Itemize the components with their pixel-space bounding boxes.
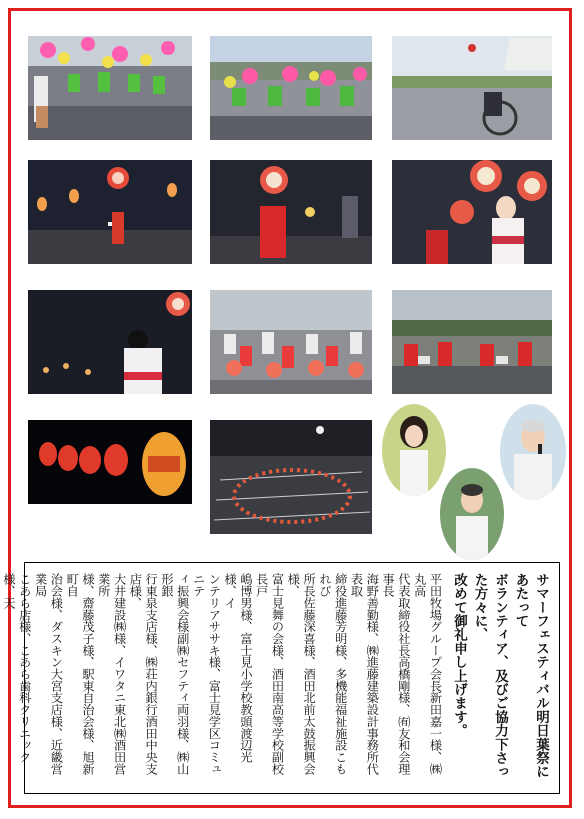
portrait-woman-mic xyxy=(382,404,446,496)
sponsor-line: 富士見舞の会様、酒田南高等学校副校長戸 xyxy=(254,573,285,775)
photo-children-group-fans xyxy=(210,290,372,394)
photo-red-lanterns-closeup xyxy=(28,420,192,504)
sponsor-line: 締役進藤芳明様、多機能福祉施設こもれび xyxy=(317,573,348,775)
sponsor-line: ンテリアササキ様、富士見学区コミュニテ xyxy=(191,573,222,775)
photo-seated-audience-pom-poms xyxy=(210,36,372,140)
photo-white-yukata-back xyxy=(28,290,192,394)
sponsor-line: 所長佐藤深喜様、酒田北前太鼓振興会様、 xyxy=(286,573,317,775)
photo-wheelchair-dancers-pom-poms xyxy=(28,36,192,140)
sponsor-line: 大井建設㈱様、イワタニ東北㈱酒田営業所 xyxy=(96,573,127,775)
thanks-message-box xyxy=(1,562,560,794)
sponsor-line: こあら店様、こあら歯科クリニック様、天 xyxy=(1,573,32,763)
photo-night-lanterns-dancer xyxy=(28,160,192,264)
message-heading xyxy=(449,573,552,785)
heading-line-1: サマーフェスティバル明日葉祭にあたって xyxy=(512,573,549,779)
sponsor-line: ィ振興会様副㈱セフティ両羽様、㈱山形銀 xyxy=(159,573,190,775)
photo-yukata-fan-woman xyxy=(392,160,552,264)
sponsor-line: 海野善勤様、㈱進藤建築設計事務所代表取 xyxy=(349,573,380,775)
heading-line-3: 改めて御礼申し上げます。 xyxy=(451,573,467,738)
photo-red-costume-drum-line xyxy=(392,290,552,394)
thanks-message-text xyxy=(0,573,551,785)
sponsor-list xyxy=(0,573,449,785)
photo-red-kimono-fan-dancer xyxy=(210,160,372,264)
photo-bon-odori-circle-aerial xyxy=(210,420,372,534)
sponsor-line: 代表取締役社長高橋剛様、㈲友和会理事長 xyxy=(381,573,411,775)
portrait-man-mic-right xyxy=(500,404,566,500)
portrait-man-mic-center xyxy=(440,468,504,560)
sponsor-line: 嶋博男様、富士見小学校教頭渡辺光様、イ xyxy=(223,573,253,763)
sponsor-line: 治会様、ダスキン大宮支店様、近畿営業局 xyxy=(33,573,64,775)
photo-tent-wheelchair xyxy=(392,36,552,140)
heading-line-2: ボランティア、及びご協力下さった方々に、 xyxy=(471,573,508,779)
sponsor-line: 様、齋藤茂子様、駅東自治会様、旭新町自 xyxy=(65,573,95,775)
sponsor-line: 行東泉支店様、㈱荘内銀行酒田中央支店様、 xyxy=(128,573,159,775)
sponsor-line: 平田牧場グループ会長新田嘉一様、㈱丸高 xyxy=(412,573,443,775)
